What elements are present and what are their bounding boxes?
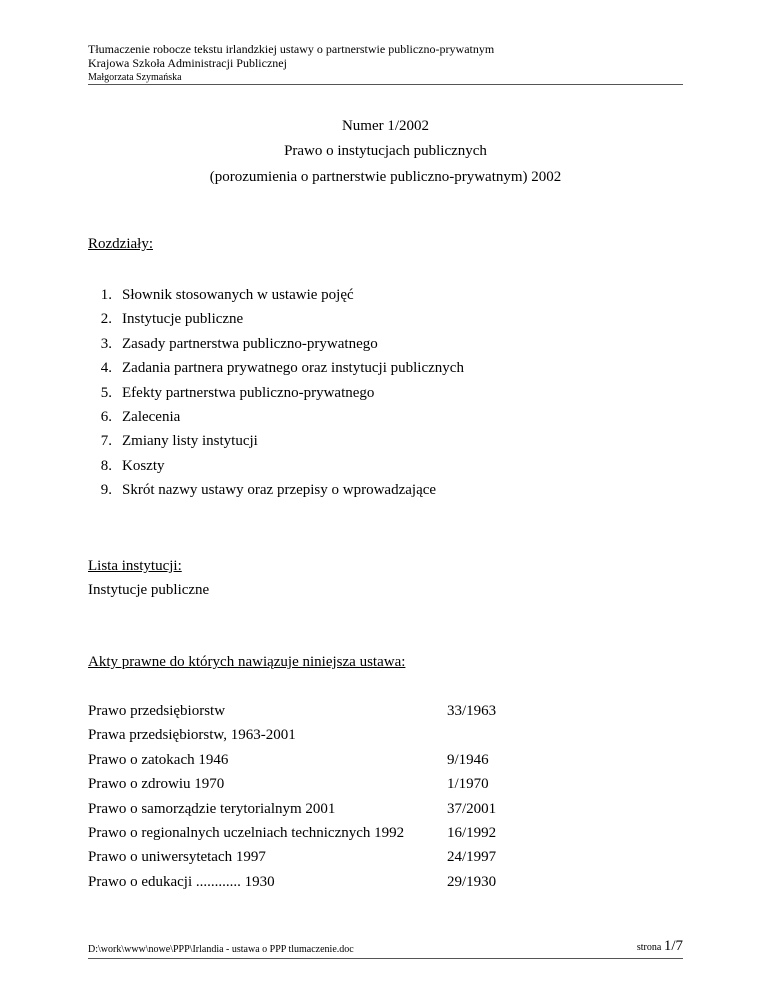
chapter-number: 7. — [100, 433, 112, 450]
header-line-2: Krajowa Szkoła Administracji Publicznej — [88, 56, 287, 70]
act-row-reference: 33/1963 — [447, 703, 497, 719]
act-row-reference: 29/1930 — [447, 874, 497, 890]
header-divider — [88, 84, 683, 85]
chapter-label: Skrót nazwy ustawy oraz przepisy o wprowadzające — [122, 482, 437, 499]
institutions-item: Instytucje publiczne — [88, 582, 210, 598]
footer-file-path: D:\work\www\nowe\PPP\Irlandia - ustawa o PPP tlumaczenie.doc — [88, 944, 354, 955]
chapter-item — [92, 311, 243, 328]
act-row-name: Prawo przedsiębiorstw — [88, 703, 226, 719]
chapter-label: Efekty partnerstwa publiczno-prywatnego — [122, 384, 375, 401]
footer-page-number: 1/7 — [663, 938, 683, 954]
chapter-item — [92, 458, 165, 475]
chapter-number: 9. — [100, 482, 112, 499]
chapter-item — [92, 433, 258, 450]
chapter-number: 2. — [100, 311, 112, 328]
chapter-item — [92, 409, 180, 426]
chapter-label: Zasady partnerstwa publiczno-prywatnego — [122, 335, 378, 352]
chapter-label: Zalecenia — [122, 409, 181, 425]
act-row-reference: 24/1997 — [447, 849, 497, 865]
act-row-name: Prawo o zatokach 1946 — [88, 752, 229, 768]
chapter-item — [92, 336, 378, 353]
chapter-label: Zadania partnera prywatnego oraz instytucji publicznych — [122, 360, 464, 377]
chapter-number: 6. — [100, 409, 112, 425]
chapter-label: Koszty — [122, 457, 165, 474]
chapters-heading: Rozdziały: — [88, 236, 153, 252]
institutions-heading: Lista instytucji: — [88, 558, 182, 574]
act-row-reference: 37/2001 — [447, 801, 497, 817]
chapter-item — [92, 482, 436, 499]
act-subtitle: (porozumienia o partnerstwie publiczno-prywatnym) 2002 — [209, 169, 562, 185]
act-row-name: Prawa przedsiębiorstw, 1963-2001 — [88, 727, 296, 743]
footer-page — [637, 938, 683, 955]
footer-divider — [88, 958, 683, 959]
chapter-item — [92, 385, 374, 402]
chapter-number: 5. — [100, 384, 112, 401]
act-row-name: Prawo o regionalnych uczelniach technicznych 1992 — [88, 825, 405, 841]
act-row-name: Prawo o uniwersytetach 1997 — [88, 849, 266, 865]
chapter-label: Instytucje publiczne — [122, 311, 244, 328]
chapter-label: Słownik stosowanych w ustawie pojęć — [122, 287, 354, 303]
chapter-number: 3. — [100, 335, 112, 352]
act-row-reference: 1/1970 — [447, 776, 489, 792]
act-row-name: Prawo o samorządzie terytorialnym 2001 — [88, 801, 336, 817]
chapter-label: Zmiany listy instytucji — [122, 433, 258, 450]
chapter-item — [92, 360, 464, 377]
chapter-number: 1. — [100, 287, 112, 303]
chapter-number: 8. — [100, 457, 112, 474]
act-name: Prawo o instytucjach publicznych — [284, 143, 487, 159]
act-row-reference: 16/1992 — [447, 825, 497, 841]
acts-heading: Akty prawne do których nawiązuje niniejsza ustawa: — [88, 654, 406, 670]
act-row-name: Prawo o zdrowiu 1970 — [88, 776, 225, 792]
header-author: Małgorzata Szymańska — [88, 72, 182, 83]
act-number: Numer 1/2002 — [341, 118, 430, 134]
footer-page-label: strona — [636, 942, 662, 953]
chapter-item — [92, 287, 354, 304]
header-line-1: Tłumaczenie robocze tekstu irlandzkiej ustawy o partnerstwie publiczno-prywatnym — [88, 42, 495, 56]
act-row-reference: 9/1946 — [447, 752, 489, 768]
chapter-number: 4. — [100, 360, 112, 377]
act-row-name: Prawo o edukacji ............ 1930 — [88, 874, 275, 890]
